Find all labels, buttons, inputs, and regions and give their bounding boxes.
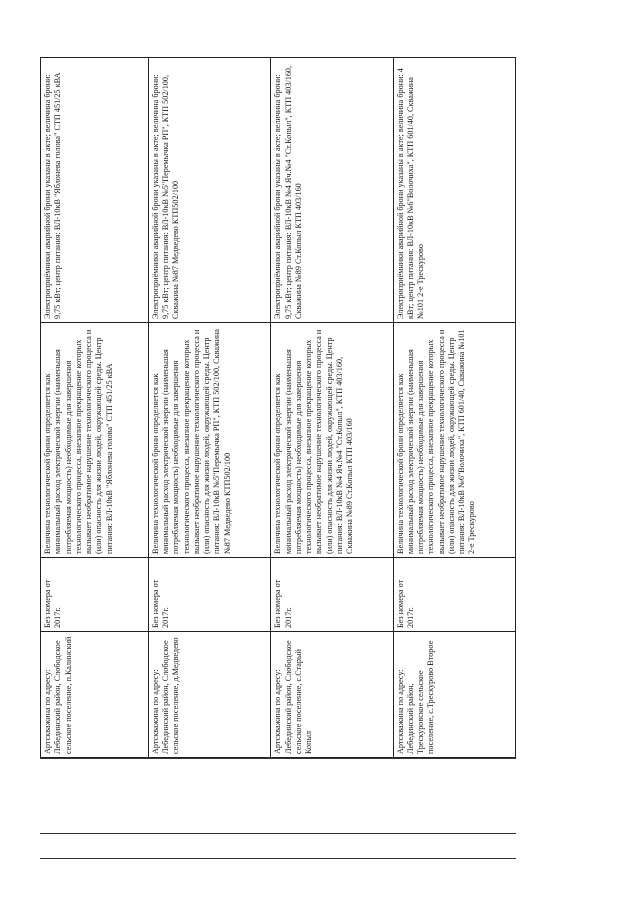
table-row bbox=[41, 58, 149, 758]
rotated-table bbox=[40, 58, 516, 758]
divider-line bbox=[40, 833, 516, 834]
document-date-cell: Без номера от 2017г. bbox=[393, 558, 515, 632]
document-date-cell: Без номера от 2017г. bbox=[148, 558, 270, 632]
table-row bbox=[148, 58, 270, 758]
divider-line bbox=[40, 858, 516, 859]
rotated-table-container bbox=[40, 58, 516, 758]
divider-line bbox=[40, 758, 516, 759]
description-cell: Величина технологической брони определяется как минимальный расход электрической энергии (наименьшая потребляемая мощность) необходимые для завершения технологического процесса, внезапное прекращение которых вызывает необратимое нарушение технологического процесса и (или) опасность для жизни людей, окружающей среды. Центр питания: ВЛ-10кВ №4 Яч.№4 "Ст.Копыл", КТП 403/160, Скважина №89 Ст.Копыл КТП 403/160 bbox=[271, 323, 393, 558]
object-cell: Артскважина по адресу: Лебединский район, Слободское сельское поселение, п.Калинский bbox=[41, 632, 149, 758]
table-row bbox=[393, 58, 515, 758]
note-cell: Электроприёмники аварийной брони указаны в акте; величина брони: 9,75 кВт; центр питания: ВЛ-10кВ №4 Яч.№4 "Ст.Копыл", КТП 403/160, Скважина №89 Ст.Копыл КТП 403/160 bbox=[271, 58, 393, 323]
table-row bbox=[271, 58, 393, 758]
description-cell: Величина технологической брони определяется как минимальный расход электрической энергии (наименьшая потребляемая мощность) необходимые для завершения технологического процесса, внезапное прекращение которых вызывает необратимое нарушение технологического процесса и (или) опасность для жизни людей, окружающей среды. Центр питания: ВЛ-10кВ "Яблонева голова" СТП 451/25 кВА bbox=[41, 323, 149, 558]
object-cell: Артскважина по адресу: Лебединский район, Трескуровское сельское поселение, с.Трескурово Второе bbox=[393, 632, 515, 758]
note-cell: Электроприёмники аварийной брони указаны в акте; величина брони: 9,75 кВт; центр питания: ВЛ-10кВ №5"Перемычка РП", КТП 502/100, Скважина №87 Медведево КТП502/100 bbox=[148, 58, 270, 323]
description-cell: Величина технологической брони определяется как минимальный расход электрической энергии (наименьшая потребляемая мощность) необходимые для завершения технологического процесса, внезапное прекращение которых вызывает необратимое нарушение технологического процесса и (или) опасность для жизни людей, окружающей среды. Центр питания: ВЛ-10кВ №6"Волочиха", КТП 601/40, Скважина №101 2-е Трескурово bbox=[393, 323, 515, 558]
reserve-table bbox=[40, 57, 516, 758]
note-cell: Электроприёмники аварийной брони указаны в акте; величина брони: 4 кВт; центр питания: ВЛ-10кВ №6"Волочиха", КТП 601/40, Скважина №101 2-е Трескурово bbox=[393, 58, 515, 323]
document-date-cell: Без номера от 2017г. bbox=[41, 558, 149, 632]
object-cell: Артскважина по адресу: Лебединский район, Слободское сельское поселение, с.Старый Копыл bbox=[271, 632, 393, 758]
note-cell: Электроприёмники аварийной брони указаны в акте; величина брони: 9,75 кВт; центр питания: ВЛ-10кВ "Яблонева голова" СТП 451/25 кВА bbox=[41, 58, 149, 323]
document-date-cell: Без номера от 2017г. bbox=[271, 558, 393, 632]
description-cell: Величина технологической брони определяется как минимальный расход электрической энергии (наименьшая потребляемая мощность) необходимые для завершения технологического процесса, внезапное прекращение которых вызывает необратимое нарушение технологического процесса и (или) опасность для жизни людей, окружающей среды. Центр питания: ВЛ-10кВ №5"Перемычка РП", КТП 502/100, Скважина №87 Медведево КТП502/100 bbox=[148, 323, 270, 558]
object-cell: Артскважина по адресу: Лебединский район, Слободское сельское поселение, д.Медведево bbox=[148, 632, 270, 758]
